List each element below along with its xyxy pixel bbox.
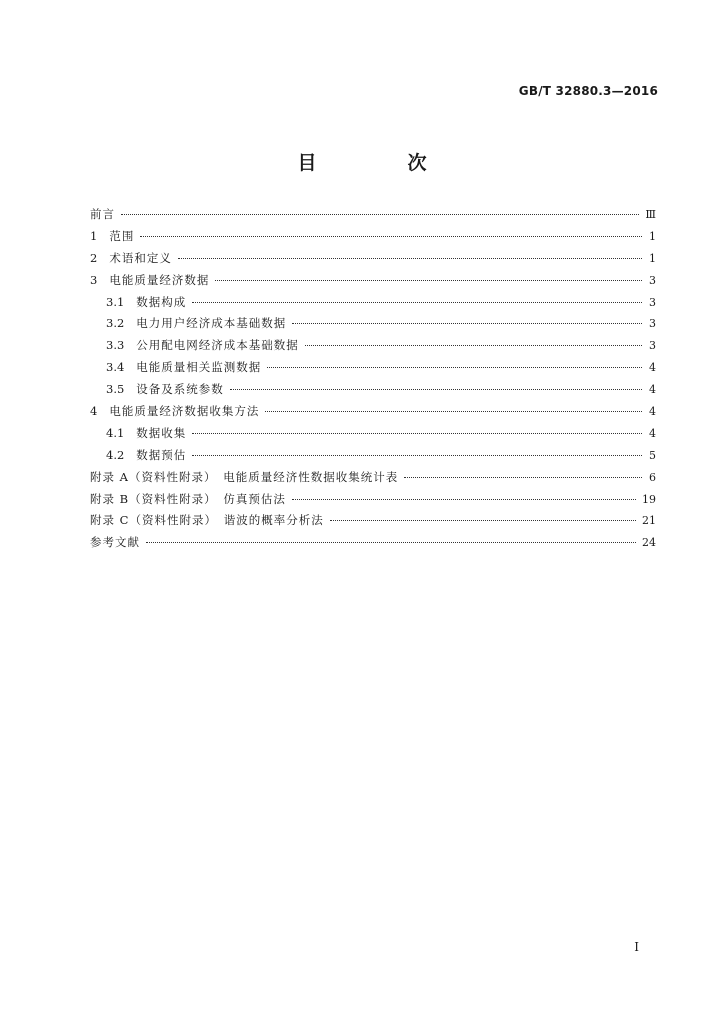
toc-entry-number: 4 <box>90 404 98 419</box>
toc-entry-number: 3.1 <box>106 294 125 309</box>
toc-entry-label: 电能质量相关监测数据 <box>136 360 262 375</box>
toc-entry-label: 电能质量经济数据收集方法 <box>109 404 260 419</box>
toc-entry-1[interactable] <box>90 226 656 248</box>
toc-entry-number: 4.1 <box>106 425 125 440</box>
toc-entry-page: 3 <box>649 295 656 309</box>
toc-entry-label: 电能质量经济数据 <box>109 272 210 287</box>
toc-entry-label: 范围 <box>109 228 135 243</box>
toc-entry-page: 24 <box>642 536 656 550</box>
toc-entry-page: 4 <box>649 383 656 397</box>
toc-entry-number: 4.2 <box>106 447 125 462</box>
toc-entry-label: 公用配电网经济成本基础数据 <box>136 338 299 353</box>
toc-entry-4-1[interactable] <box>90 423 656 445</box>
toc-entry-label: 附录 C（资料性附录） 谐波的概率分析法 <box>90 513 324 528</box>
toc-entry-page: 1 <box>649 251 656 265</box>
toc-entry-label: 电力用户经济成本基础数据 <box>136 316 287 331</box>
toc-entry-label: 数据收集 <box>136 425 187 440</box>
dot-leader <box>267 366 642 368</box>
dot-leader <box>330 519 636 521</box>
dot-leader <box>404 476 642 478</box>
toc-entry-page: 4 <box>649 361 656 375</box>
toc-entry-number: 3.5 <box>106 382 125 397</box>
toc-entry-label: 设备及系统参数 <box>136 382 224 397</box>
toc-entry-label: 附录 B（资料性附录） 仿真预估法 <box>90 491 286 506</box>
dot-leader <box>292 322 642 324</box>
dot-leader <box>140 235 642 237</box>
toc-entry-number: 3.3 <box>106 338 125 353</box>
toc-entry-page: 3 <box>649 317 656 331</box>
toc-entry-label: 参考文献 <box>90 535 140 550</box>
toc-entry-3-4[interactable] <box>90 357 656 379</box>
dot-leader <box>305 344 642 346</box>
toc-title: 目 次 <box>297 152 463 174</box>
dot-leader <box>265 410 642 412</box>
dot-leader <box>192 454 642 456</box>
toc-entry-3-3[interactable] <box>90 335 656 357</box>
dot-leader <box>215 279 642 281</box>
toc-entry-page: 3 <box>649 273 656 287</box>
toc-entry-number: 1 <box>90 228 98 243</box>
toc-entry-3-1[interactable] <box>90 292 656 314</box>
toc-entry-references[interactable] <box>90 532 656 554</box>
toc-entry-number: 3 <box>90 272 98 287</box>
toc-entry-appendix-a[interactable] <box>90 467 656 489</box>
toc-entry-label: 附录 A（资料性附录） 电能质量经济性数据收集统计表 <box>90 469 399 484</box>
toc-entry-label: 数据预估 <box>136 447 187 462</box>
toc-entry-2[interactable] <box>90 248 656 270</box>
toc-entry-label: 前言 <box>90 207 115 221</box>
toc-entry-page: 3 <box>649 339 656 353</box>
dot-leader <box>178 257 642 259</box>
dot-leader <box>192 301 642 303</box>
table-of-contents <box>90 204 656 554</box>
toc-entry-3-2[interactable] <box>90 313 656 335</box>
toc-entry-label: 数据构成 <box>136 294 187 309</box>
standard-code: GB/T 32880.3—2016 <box>518 84 658 98</box>
dot-leader <box>192 432 642 434</box>
toc-entry-page: 1 <box>649 229 656 243</box>
toc-entry-number: 2 <box>90 250 98 265</box>
toc-entry-3[interactable] <box>90 270 656 292</box>
toc-entry-preface[interactable] <box>90 204 656 226</box>
dot-leader <box>292 498 636 500</box>
toc-entry-page: Ⅲ <box>645 208 656 221</box>
toc-entry-4[interactable] <box>90 401 656 423</box>
toc-entry-page: 4 <box>649 426 656 440</box>
toc-entry-number: 3.2 <box>106 316 125 331</box>
dot-leader <box>230 388 642 390</box>
toc-entry-appendix-c[interactable] <box>90 510 656 532</box>
toc-entry-4-2[interactable] <box>90 445 656 467</box>
toc-entry-page: 19 <box>642 492 656 506</box>
toc-entry-page: 6 <box>649 470 656 484</box>
page-number: I <box>634 940 639 954</box>
dot-leader <box>121 213 639 215</box>
toc-entry-page: 5 <box>649 448 656 462</box>
toc-entry-page: 4 <box>649 405 656 419</box>
dot-leader <box>146 541 636 543</box>
toc-entry-page: 21 <box>642 514 656 528</box>
toc-entry-label: 术语和定义 <box>109 250 172 265</box>
toc-entry-3-5[interactable] <box>90 379 656 401</box>
toc-entry-number: 3.4 <box>106 360 125 375</box>
toc-entry-appendix-b[interactable] <box>90 489 656 511</box>
